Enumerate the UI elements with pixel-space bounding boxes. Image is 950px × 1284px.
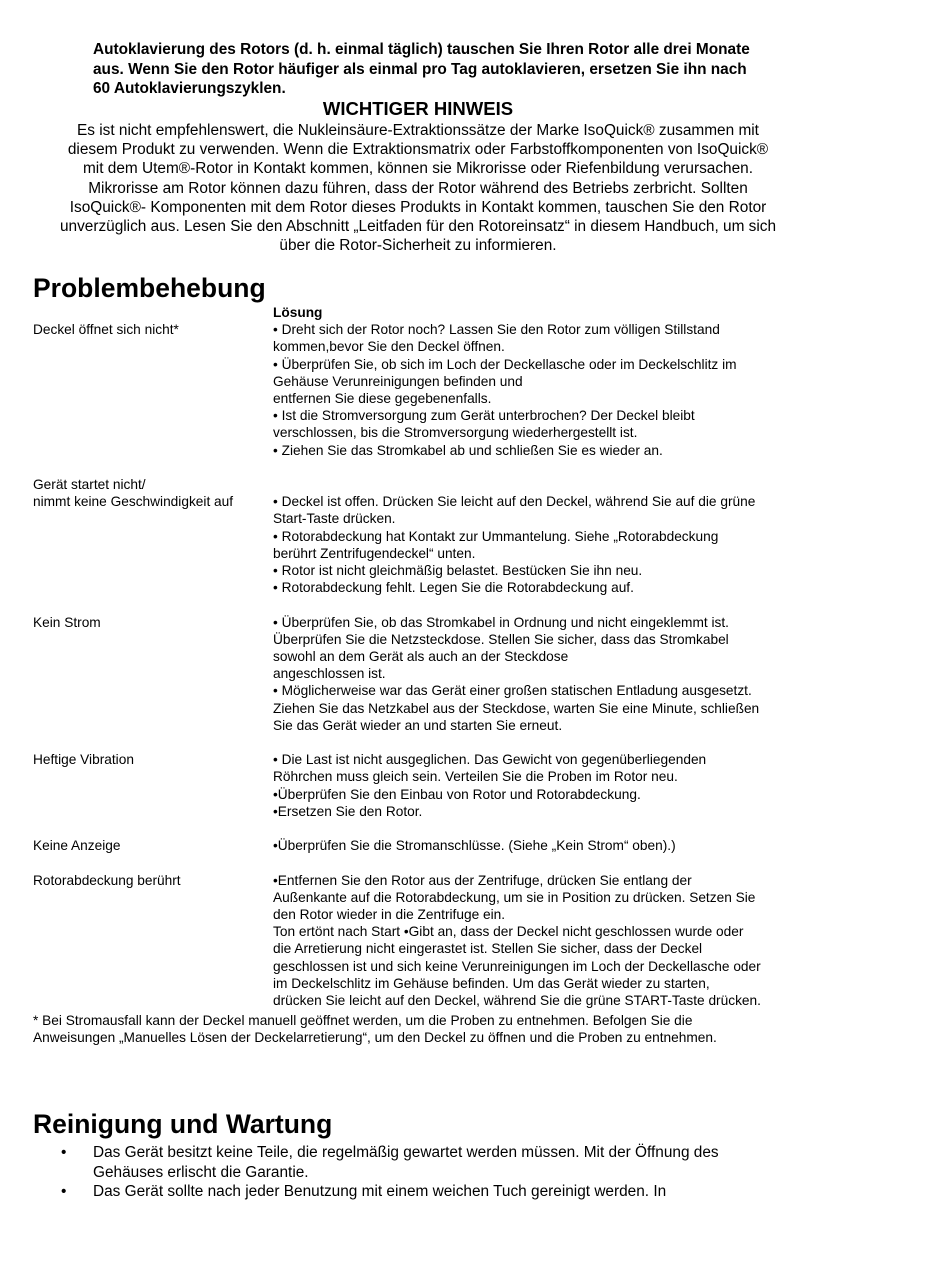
notice-line: IsoQuick®- Komponenten mit dem Rotor dieses Produkts in Kontakt kommen, tauschen Sie den Rotor <box>69 198 767 216</box>
solution-line: geschlossen ist und sich keine Verunreinigungen im Loch der Deckellasche oder <box>273 958 761 974</box>
problem-cell <box>33 751 273 820</box>
solution-line: im Deckelschlitz im Gehäuse befinden. Um das Gerät wieder zu starten, <box>273 975 710 991</box>
solution-line: kommen,bevor Sie den Deckel öffnen. <box>273 339 505 355</box>
solution-line: • Dreht sich der Rotor noch? Lassen Sie den Rotor zum völligen Stillstand <box>273 322 720 338</box>
table-row <box>33 321 823 459</box>
table-row <box>33 614 823 734</box>
problem-cell <box>33 321 273 459</box>
problem-cell <box>33 614 273 734</box>
problem-text: Deckel öffnet sich nicht* <box>33 322 179 338</box>
problem-cell <box>33 476 273 596</box>
solution-cell <box>273 614 823 734</box>
solution-line: Ton ertönt nach Start •Gibt an, dass der Deckel nicht geschlossen wurde oder <box>273 924 744 940</box>
notice-line: Mikrorisse am Rotor können dazu führen, dass der Rotor während des Betriebs zerbricht. Sollten <box>88 179 748 197</box>
solution-cell <box>273 837 823 854</box>
notice-line: unverzüglich aus. Lesen Sie den Abschnitt „Leitfaden für den Rotoreinsatz“ in diesem Handbuch, um sich <box>59 218 777 236</box>
solution-line: • Ist die Stromversorgung zum Gerät unterbrochen? Der Deckel bleibt <box>273 408 695 424</box>
solution-line: • Rotorabdeckung hat Kontakt zur Ummantelung. Siehe „Rotorabdeckung <box>273 528 719 544</box>
cleaning-list <box>33 1143 793 1202</box>
intro-paragraph <box>93 40 813 99</box>
solution-cell <box>273 321 823 459</box>
solution-line: die Arretierung nicht eingerastet ist. Stellen Sie sicher, dass der Deckel <box>273 941 703 957</box>
solution-line: • Deckel ist offen. Drücken Sie leicht auf den Deckel, während Sie auf die grüne <box>273 494 756 510</box>
list-item-line: Gehäuses erlischt die Garantie. <box>93 1163 309 1181</box>
solution-line: angeschlossen ist. <box>273 666 386 682</box>
solution-line: berührt Zentrifugendeckel“ unten. <box>273 545 476 561</box>
solution-line: •Ersetzen Sie den Rotor. <box>273 803 423 819</box>
solution-line: verschlossen, bis die Stromversorgung wiederhergestellt ist. <box>273 425 638 441</box>
bullet-icon: • <box>61 1183 67 1201</box>
troubleshooting-table <box>33 304 823 1009</box>
solution-line: • Die Last ist nicht ausgeglichen. Das Gewicht von gegenüberliegenden <box>273 752 707 768</box>
solution-line: drücken Sie leicht auf den Deckel, während Sie die grüne START-Taste drücken. <box>273 993 761 1009</box>
solution-line: Außenkante auf die Rotorabdeckung, um sie in Position zu drücken. Setzen Sie <box>273 889 756 905</box>
solution-cell <box>273 872 823 1010</box>
problem-text: Gerät startet nicht/ <box>33 477 146 493</box>
list-item-line: Das Gerät sollte nach jeder Benutzung mit einem weichen Tuch gereinigt werden. In <box>93 1183 667 1201</box>
list-item <box>33 1182 793 1202</box>
solution-line: •Überprüfen Sie den Einbau von Rotor und Rotorabdeckung. <box>273 786 641 802</box>
problem-cell <box>33 872 273 1010</box>
solution-line: sowohl an dem Gerät als auch an der Steckdose <box>273 649 569 665</box>
table-row <box>33 751 823 820</box>
footnote-line: Anweisungen „Manuelles Lösen der Deckelarretierung“, um den Deckel zu öffnen und die Proben zu entnehmen. <box>33 1030 717 1046</box>
intro-line: Autoklavierung des Rotors (d. h. einmal täglich) tauschen Sie Ihren Rotor alle drei Monate <box>93 41 750 58</box>
notice-line: diesem Produkt zu verwenden. Wenn die Extraktionsmatrix oder Farbstoffkomponenten von IsoQuick® <box>67 141 769 159</box>
solution-line: Sie das Gerät wieder an und starten Sie erneut. <box>273 717 563 733</box>
solution-line: • Rotorabdeckung fehlt. Legen Sie die Rotorabdeckung auf. <box>273 580 634 596</box>
troubleshooting-heading: Problembehebung <box>33 273 266 303</box>
solution-column-header: Lösung <box>273 305 323 320</box>
solution-line: Röhrchen muss gleich sein. Verteilen Sie die Proben im Rotor neu. <box>273 769 678 785</box>
solution-line <box>273 476 823 493</box>
solution-line: •Überprüfen Sie die Stromanschlüsse. (Siehe „Kein Strom“ oben).) <box>273 838 676 854</box>
notice-body <box>25 121 811 255</box>
footnote-line: * Bei Stromausfall kann der Deckel manuell geöffnet werden, um die Proben zu entnehmen. Befolgen Sie die <box>33 1013 693 1028</box>
bullet-icon: • <box>61 1144 67 1161</box>
cleaning-heading: Reinigung und Wartung <box>33 1109 333 1139</box>
intro-line: 60 Autoklavierungszyklen. <box>93 80 286 97</box>
footnote <box>33 1012 823 1046</box>
solution-line: Start-Taste drücken. <box>273 511 396 527</box>
table-row <box>33 837 823 854</box>
notice-line: Es ist nicht empfehlenswert, die Nukleinsäure-Extraktionssätze der Marke IsoQuick® zusammen mit <box>77 122 759 139</box>
problem-text: Heftige Vibration <box>33 752 134 768</box>
problem-cell <box>33 837 273 854</box>
solution-line: • Möglicherweise war das Gerät einer großen statischen Entladung ausgesetzt. <box>273 683 752 699</box>
problem-text: Keine Anzeige <box>33 838 121 854</box>
problem-text: Kein Strom <box>33 614 101 630</box>
solution-line: Gehäuse Verunreinigungen befinden und <box>273 373 523 389</box>
solution-line: •Entfernen Sie den Rotor aus der Zentrifuge, drücken Sie entlang der <box>273 872 692 888</box>
solution-line: • Rotor ist nicht gleichmäßig belastet. Bestücken Sie ihn neu. <box>273 563 643 579</box>
table-row <box>33 872 823 1010</box>
solution-line: • Überprüfen Sie, ob sich im Loch der Deckellasche oder im Deckelschlitz im <box>273 356 737 372</box>
notice-line: über die Rotor-Sicherheit zu informieren. <box>279 237 557 255</box>
solution-line: den Rotor wieder in die Zentrifuge ein. <box>273 907 506 923</box>
solution-line: • Ziehen Sie das Stromkabel ab und schließen Sie es wieder an. <box>273 442 663 458</box>
notice-title: WICHTIGER HINWEIS <box>322 98 514 119</box>
problem-text: Rotorabdeckung berührt <box>33 872 181 888</box>
table-row <box>33 476 823 596</box>
solution-line: • Überprüfen Sie, ob das Stromkabel in Ordnung und nicht eingeklemmt ist. <box>273 614 729 630</box>
solution-line: entfernen Sie diese gegebenenfalls. <box>273 391 492 407</box>
list-item-line: Das Gerät besitzt keine Teile, die regelmäßig gewartet werden müssen. Mit der Öffnung des <box>93 1144 719 1161</box>
solution-line: Ziehen Sie das Netzkabel aus der Steckdose, warten Sie eine Minute, schließen <box>273 700 760 716</box>
solution-cell <box>273 751 823 820</box>
solution-line: Überprüfen Sie die Netzsteckdose. Stellen Sie sicher, dass das Stromkabel <box>273 631 729 647</box>
intro-line: aus. Wenn Sie den Rotor häufiger als einmal pro Tag autoklavieren, ersetzen Sie ihn nach <box>93 60 747 78</box>
notice-line: mit dem Utem®-Rotor in Kontakt kommen, können sie Mikrorisse oder Riefenbildung verursachen. <box>82 160 753 178</box>
problem-text: nimmt keine Geschwindigkeit auf <box>33 494 234 510</box>
solution-cell <box>273 476 823 596</box>
list-item <box>33 1143 793 1182</box>
